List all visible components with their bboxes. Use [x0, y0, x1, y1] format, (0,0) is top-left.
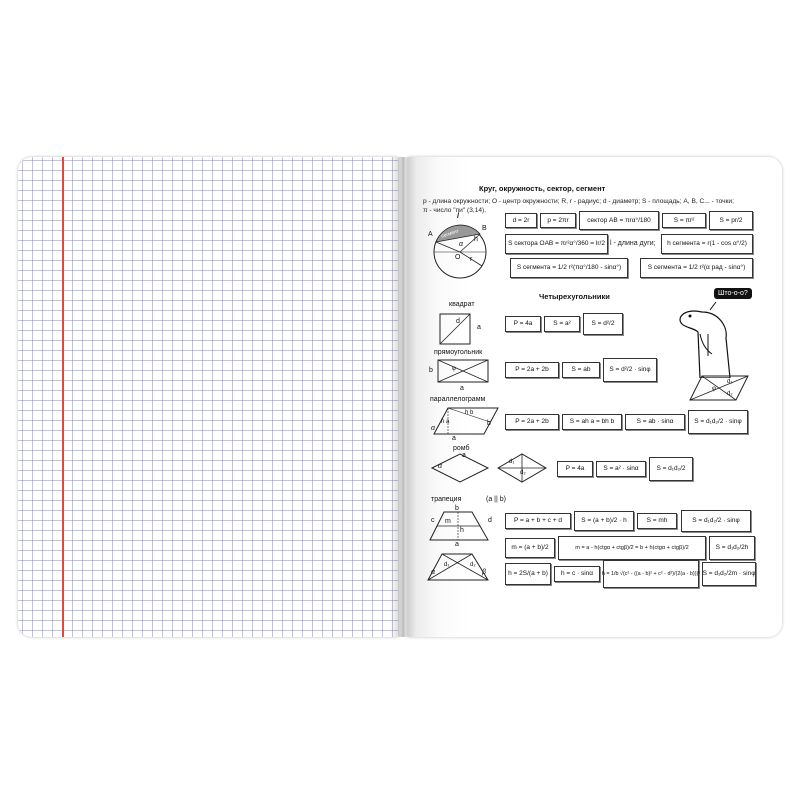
formula-circumference: p = 2πr: [540, 213, 576, 228]
parallelogram-diagonals-diagram: [688, 372, 750, 404]
formula-segment-height: h сегмента = r(1 - cos α°/2): [661, 234, 753, 254]
speech-bubble: Што-о-о?: [714, 288, 752, 299]
parallelogram-area-angle: S = ab · sinα: [625, 414, 685, 430]
trapezoid-midline: m = (a + b)/2: [505, 538, 555, 558]
rhombus-diagonals-diagram: [496, 452, 550, 486]
alpha-label: α: [459, 241, 463, 248]
trapezoid-beta-label: β: [482, 569, 486, 576]
radius-r-label: r: [470, 256, 473, 263]
formula-circle-area: S = πr²: [662, 213, 706, 228]
trapezoid-height-area: h = 2S/(a + b): [505, 563, 551, 585]
rectangle-phi-label: φ: [452, 366, 456, 372]
rectangle-perimeter: P = 2a + 2b: [505, 362, 559, 378]
bird-meme-drawing: [672, 298, 742, 378]
rectangle-a-label: a: [460, 385, 464, 392]
parallelogram-ha-label: h a: [441, 419, 450, 425]
formula-sector-area: S сектора OAB = πr²α°/360 = lr/2: [505, 234, 608, 254]
rectangle-area-diagonal: S = d²/2 · sinφ: [603, 358, 657, 382]
trapezoid-height-angle: h = c · sinα: [554, 566, 600, 582]
rhombus-a-label: a: [462, 452, 466, 459]
trapezoid-m-label: m: [445, 518, 451, 525]
trapezoid-a-label: a: [455, 541, 459, 548]
square-area: S = a²: [544, 316, 580, 332]
formula-segment-area-rad: S сегмента = 1/2 r²(α рад - sinα°): [640, 258, 753, 278]
formula-diameter: d = 2r: [505, 213, 537, 228]
trapezoid-area-midline: S = mh: [637, 513, 677, 529]
rhombus-area-angle: S = a² · sinα: [596, 461, 646, 477]
trapezoid-diagram: [428, 506, 492, 546]
square-area-diagonal: S = d²/2: [583, 313, 623, 335]
grid-page: [18, 157, 398, 637]
trapezoid-perimeter: P = a + b + c + d: [505, 513, 571, 529]
trapezoid-alpha-label: α: [431, 569, 435, 576]
extra-phi-label: φ: [712, 386, 716, 392]
parallelogram-name: параллелограмм: [430, 396, 486, 403]
circle-section-title: Круг, окружность, сектор, сегмент: [479, 184, 606, 193]
parallelogram-alpha-label: α: [431, 425, 435, 432]
circle-diagram: [424, 214, 502, 280]
parallelogram-perimeter: P = 2a + 2b: [505, 414, 559, 430]
circle-legend-line2: π - число "пи" (3,14).: [423, 207, 487, 214]
trapezoid-area-height: S = (a + b)/2 · h: [574, 511, 634, 531]
trapezoid-d2-label: d₂: [470, 562, 476, 568]
rectangle-b-label: b: [429, 367, 433, 374]
trapezoid-area-2h: S = d₁d₂/2h: [709, 536, 755, 560]
formula-area-pr: S = pr/2: [709, 211, 753, 230]
center-o-label: O: [455, 254, 461, 261]
segment-label: сегмент: [440, 228, 460, 240]
rhombus-name: ромб: [453, 445, 470, 452]
parallelogram-hb-label: h b: [465, 410, 474, 416]
arc-label: l: [457, 213, 459, 220]
trapezoid-diagonals-diagram: [426, 550, 494, 584]
trapezoid-name: трапеция: [431, 496, 462, 503]
trapezoid-area-diagonals: S = d₁d₂/2 · sinφ: [681, 510, 751, 532]
trapezoid-d1-label: d₁: [444, 562, 450, 568]
formula-arc-length: сектор AB = πrα°/180: [579, 211, 659, 230]
extra-d1-label: d₁: [727, 379, 733, 385]
square-perimeter: P = 4a: [505, 316, 541, 332]
parallelogram-a-label: a: [452, 435, 456, 442]
point-a-label: A: [428, 231, 433, 238]
quads-section-title: Четырехугольники: [539, 292, 610, 301]
circle-legend-line1: p - длина окружности; O - центр окружности; R, r - радиус; d - диаметр; S - площадь; A, B, C... - точки;: [423, 198, 734, 205]
rectangle-name: прямоугольник: [434, 349, 483, 356]
rhombus-perimeter: P = 4a: [557, 461, 593, 477]
rhombus-alpha-label: α: [438, 463, 442, 470]
parallelogram-area-height: S = ah a = bh b: [562, 414, 622, 430]
notebook-spine: [390, 157, 416, 637]
trapezoid-midline-angles: m = a - h(ctgα + ctgβ)/2 = b + h(ctgα + ctgβ)/2: [558, 536, 706, 560]
trapezoid-d-label: d: [488, 517, 492, 524]
trapezoid-condition: (a || b): [486, 496, 506, 503]
trapezoid-b-label: b: [455, 505, 459, 512]
rhombus-d2-label: d₂: [520, 470, 526, 476]
margin-line: [62, 157, 64, 637]
trapezoid-h-label: h: [460, 527, 464, 534]
trapezoid-height-sides: h = 1/b √(c² - ((a - b)² + c² - d²)/(2(a - b)))²: [603, 560, 699, 588]
point-b-label: B: [482, 225, 487, 232]
parallelogram-area-diagonals: S = d₁d₂/2 · sinφ: [688, 410, 748, 434]
formula-segment-area-deg: S сегмента = 1/2 r²(πα°/180 - sinα°): [510, 258, 628, 278]
rectangle-diagram: [436, 358, 494, 386]
parallelogram-b-label: b: [487, 420, 491, 427]
rhombus-area-diagonals: S = d₁d₂/2: [649, 457, 693, 481]
height-h-label: h: [474, 236, 478, 243]
trapezoid-c-label: c: [431, 517, 435, 524]
square-d-label: d: [456, 318, 460, 325]
trapezoid-area-2m: S = d₁d₂/2m · sinφ: [702, 562, 756, 586]
square-a-label: a: [477, 324, 481, 331]
rectangle-area: S = ab: [562, 362, 600, 378]
extra-d2-label: d₂: [727, 391, 733, 397]
arc-length-note: l - длина дуги;: [610, 240, 656, 247]
rhombus-d1-label: d₁: [509, 459, 515, 465]
square-name: квадрат: [449, 301, 475, 308]
